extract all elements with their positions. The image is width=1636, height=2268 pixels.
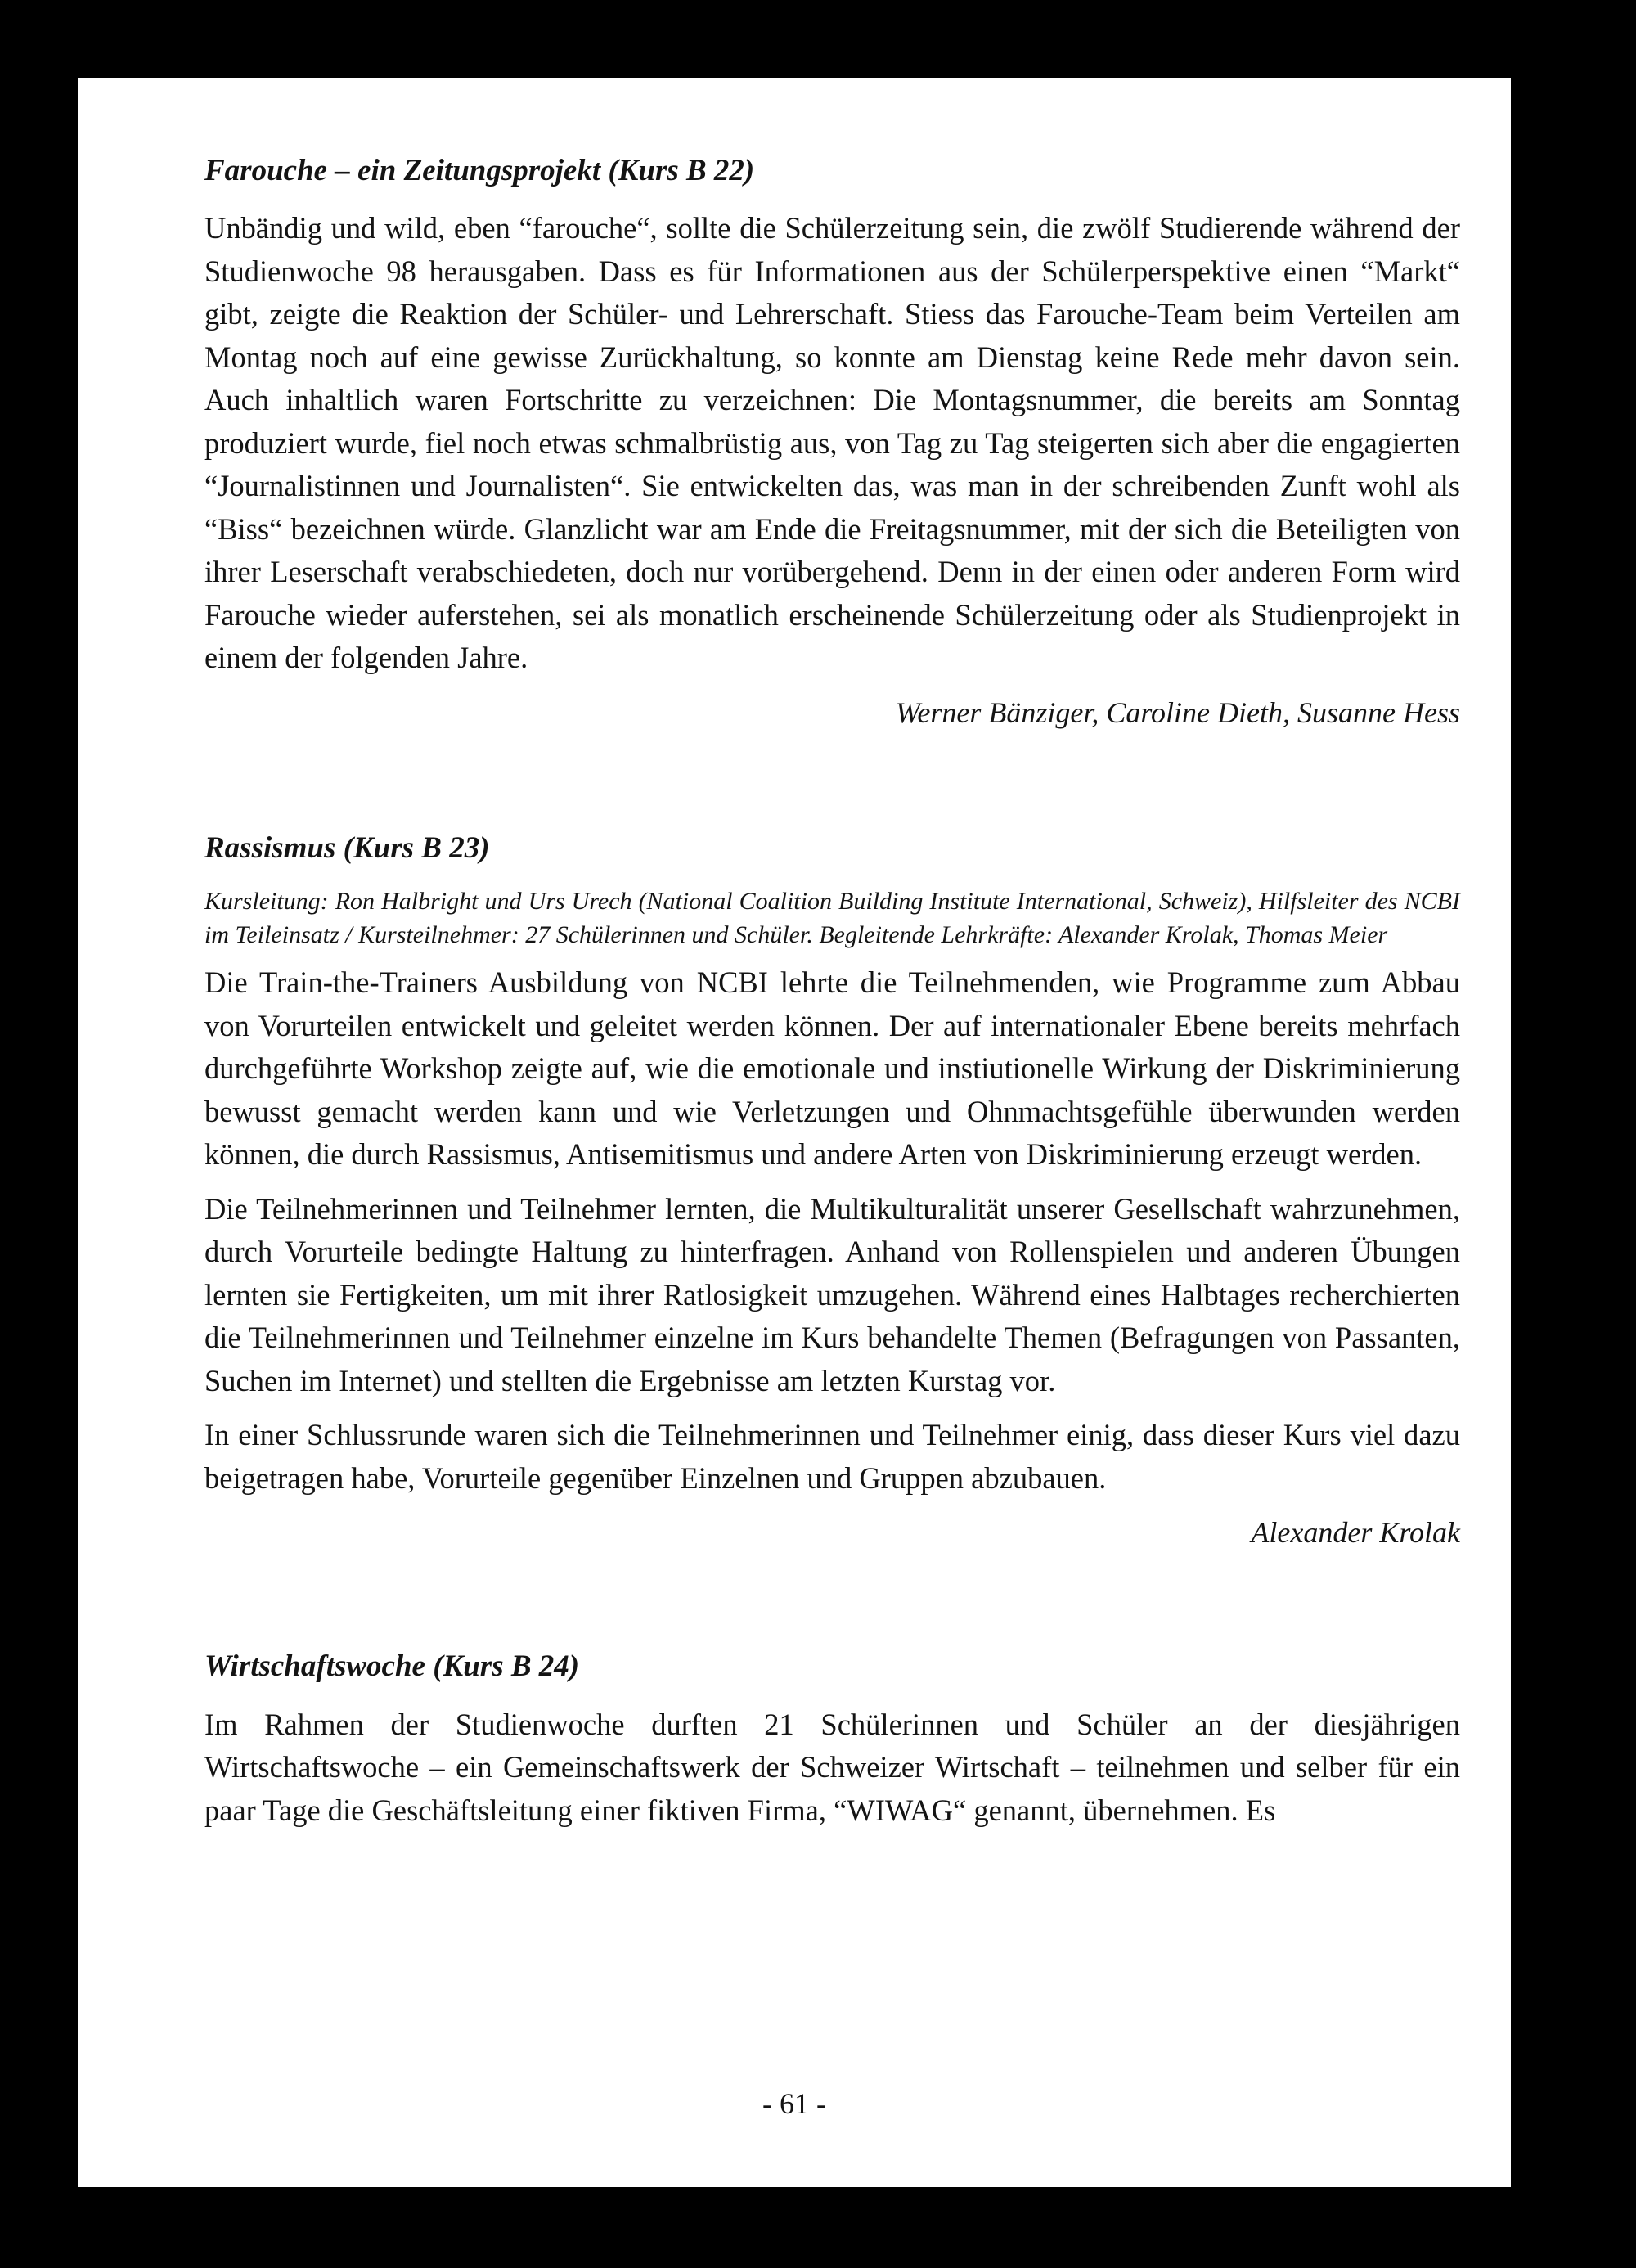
paragraph: Im Rahmen der Studienwoche durften 21 Schülerinnen und Schüler an der diesjährigen Wirtschaftswoche – ein Gemeinschaftswerk der Schweizer Wirtschaft – teilnehmen und selber für ein paar Tage die Geschäftsleitung einer fiktiven Firma, “WIWAG“ genannt, übernehmen. Es: [204, 1707, 1460, 1827]
paragraph: In einer Schlussrunde waren sich die Teilnehmerinnen und Teilnehmer einig, dass dieser Kurs viel dazu beigetragen habe, Vorurteile gegenüber Einzelnen und Gruppen abzubauen.: [204, 1418, 1460, 1495]
page-number: - 61 -: [762, 2087, 826, 2120]
paragraph: Die Train-the-Trainers Ausbildung von NCBI lehrte die Teilnehmenden, wie Programme zum Abbau von Vorurteilen entwickelt und geleitet werden können. Der auf internationaler Ebene bereits mehrfach durchgeführte Workshop zeigte auf, wie die emotionale und instiutionelle Wirkung der Diskriminierung bewusst gemacht werden kann und wie Verletzungen und Ohnmachtsgefühle überwunden werden können, die durch Rassismus, Antisemitismus und andere Arten von Diskriminierung erzeugt werden.: [204, 965, 1460, 1172]
course-meta: Kursleitung: Ron Halbright und Urs Urech (National Coalition Building Institute International, Schweiz), Hilfsleiter des NCBI im Teileinsatz / Kursteilnehmer: 27 Schülerinnen und Schüler. Begleitende Lehrkräfte: Alexander Krolak, Thomas Meier: [204, 888, 1460, 949]
section-title: Farouche – ein Zeitungsprojekt (Kurs B 22): [204, 154, 755, 187]
section-spacer: [204, 734, 1460, 830]
paragraph: Die Teilnehmerinnen und Teilnehmer lernten, die Multikulturalität unserer Gesellschaft wahrzunehmen, durch Vorurteile bedingte Haltung zu hinterfragen. Anhand von Rollenspielen und anderen Übungen lernten sie Fertigkeiten, um mit ihrer Ratlosigkeit umzugehen. Während eines Halbtages recherchierten die Teilnehmerinnen und Teilnehmer einzelne im Kurs behandelte Themen (Befragungen von Passanten, Suchen im Internet) und stellten die Ergebnisse am letzten Kurstag vor.: [204, 1191, 1460, 1397]
signature: Alexander Krolak: [1251, 1516, 1460, 1550]
section-farouche: [204, 153, 1460, 734]
paragraph: Unbändig und wild, eben “farouche“, sollte die Schülerzeitung sein, die zwölf Studierende während der Studienwoche 98 herausgaben. Dass es für Informationen aus der Schülerperspektive einen “Markt“ gibt, zeigte die Reaktion der Schüler- und Lehrerschaft. Stiess das Farouche-Team beim Verteilen am Montag noch auf eine gewisse Zurückhaltung, so konnte am Dienstag keine Rede mehr davon sein. Auch inhaltlich waren Fortschritte zu verzeichnen: Die Montagsnummer, die bereits am Sonntag produziert wurde, fiel noch etwas schmalbrüstig aus, von Tag zu Tag steigerten sich aber die engagierten “Journalistinnen und Journalisten“. Sie entwickelten das, was man in der schreibenden Zunft wohl als “Biss“ bezeichnen würde. Glanzlicht war am Ende die Freitagsnummer, mit der sich die Beteiligten von ihrer Leserschaft verabschiedeten, doch nur vorübergehend. Denn in der einen oder anderen Form wird Farouche wieder auferstehen, sei als monatlich erscheinende Schülerzeitung oder als Studienprojekt in einem der folgenden Jahre.: [204, 211, 1460, 675]
document-page: [78, 78, 1511, 2187]
section-wirtschaftswoche: [204, 1649, 1460, 1832]
section-title: Wirtschaftswoche (Kurs B 24): [204, 1649, 580, 1684]
page-content: [204, 153, 1460, 1843]
section-rassismus: [204, 830, 1460, 1554]
section-spacer: [204, 1554, 1460, 1649]
signature: Werner Bänziger, Caroline Dieth, Susanne Hess: [895, 695, 1460, 729]
section-title: Rassismus (Kurs B 23): [204, 830, 490, 865]
